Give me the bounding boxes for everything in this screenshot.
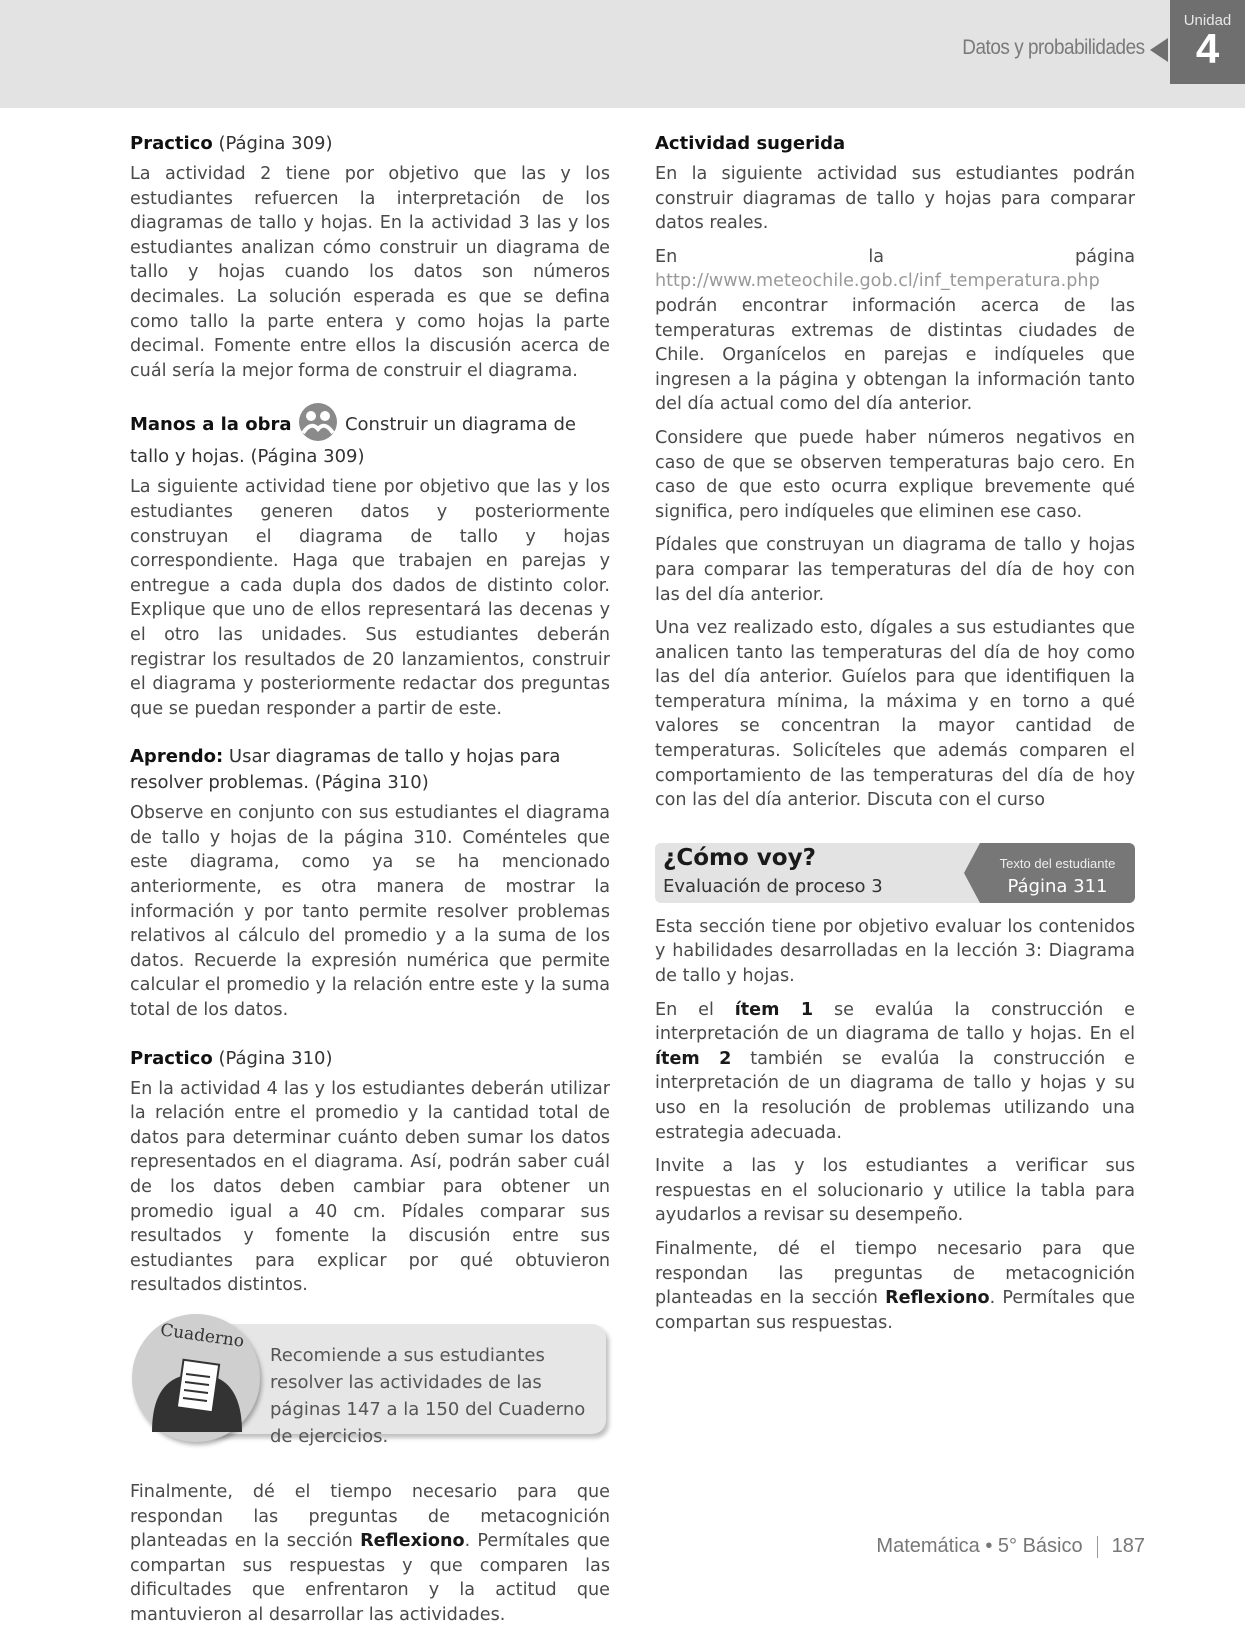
notebook-icon (152, 1354, 242, 1432)
page-header (0, 0, 1245, 108)
paragraph: Esta sección tiene por objetivo evaluar los contenidos y habilidades desarrolladas en la lección 3: Diagrama de tallo y hojas. (655, 916, 1135, 987)
header-arrow-icon (1150, 38, 1168, 62)
meteochile-link[interactable]: http://www.meteochile.gob.cl/inf_temperatura.php (655, 271, 1100, 292)
header-title: Datos y probabilidades (962, 36, 1145, 59)
paragraph: En la siguiente actividad sus estudiantes podrán construir diagramas de tallo y hojas para comparar datos reales. (655, 164, 1135, 234)
footer-subject: Matemática • 5° Básico (876, 1535, 1083, 1557)
section-page-ref: (Página 309) (218, 133, 333, 154)
text-span: En la página (655, 246, 1135, 267)
como-voy-subtitle: Evaluación de proceso 3 (663, 875, 883, 897)
student-text-tab (980, 843, 1135, 903)
right-column (655, 131, 1135, 1344)
section-page-ref: (Página 310) (218, 1047, 333, 1069)
section-manos-a-la-obra (130, 406, 610, 470)
paragraph: La actividad 2 tiene por objetivo que las y los estudiantes refuercen la interpretación de los diagramas de tallo y hojas. En la actividad 3 las y los estudiantes analizan cómo construir un diagrama de tallo y hojas cuando los datos son números decimales. La solución esperada es que se defina como tallo la parte entera y como hojas la parte decimal. Fomente entre ellos la discusión acerca de cuál sería la mejor forma de construir el diagrama. (130, 164, 610, 381)
cuaderno-callout (130, 1314, 610, 1454)
final-paragraph (655, 1237, 1135, 1335)
paragraph: Una vez realizado esto, dígales a sus estudiantes que analicen tanto las temperaturas del día de hoy como las del día anterior. Guíelos para que identifiquen la temperatura mínima, la máxima y en torno a qué valores se concentran la mayor cantidad de temperaturas. Solicíteles que además comparen el comportamiento de las temperaturas del día de hoy con las del día anterior. Discuta con el curso (655, 618, 1135, 811)
section-subtitle: Construir un diagrama de tallo y hojas. (Página 309) (130, 414, 576, 468)
text-span: . Permítales que compartan sus respuestas. (655, 1288, 1135, 1333)
section-aprendo (130, 744, 610, 796)
paragraph: Pídales que construyan un diagrama de tallo y hojas para comparar las temperaturas del día de hoy con las del día anterior. (655, 535, 1135, 605)
cuaderno-label: Cuaderno (159, 1320, 246, 1352)
left-column (130, 131, 610, 1637)
page-number: 187 (1111, 1535, 1145, 1557)
paragraph: Observe en conjunto con sus estudiantes el diagrama de tallo y hojas de la página 310. Coménteles que este diagrama, como ya se ha mencionado anteriormente, es otra manera de mostrar la información y por tanto permite resolver problemas relativos al cálculo del promedio y a la suma de los datos. Recuerde la expresión numérica que permite calcular el promedio y la relación entre este y la suma total de los datos. (130, 803, 610, 1021)
section-actividad-sugerida (655, 131, 1135, 157)
final-paragraph (130, 1480, 610, 1628)
section-subtitle: Usar diagramas de tallo y hojas para resolver problemas. (Página 310) (130, 746, 561, 794)
paragraph: La siguiente actividad tiene por objetivo que las y los estudiantes generen datos y posteriormente construyan el diagrama de tallo y hojas correspondiente. Haga que trabajen en parejas y entregue a cada dupla dos dados de distinto color. Explique que uno de ellos representará las decenas y el otro las unidades. Sus estudiantes deberán registrar los resultados de 20 lanzamientos, construir el diagrama y posteriormente redactar dos preguntas que se puedan responder a partir de este. (130, 477, 610, 719)
unit-badge (1170, 0, 1245, 84)
text-span: también se evalúa la construcción e interpretación de un diagrama de tallo y hojas y su uso en la resolución de problemas utilizando una estrategia adecuada. (655, 1048, 1135, 1143)
section-title: Practico (130, 133, 213, 154)
items-paragraph (655, 998, 1135, 1146)
paragraph: En la actividad 4 las y los estudiantes deberán utilizar la relación entre el promedio y la cantidad total de datos para determinar cuánto deben sumar los datos representados en el diagrama. Así, podrán saber cuál de los datos deben cambiar para obtener un promedio igual a 40 cm. Pídales comparar sus resultados y fomente la discusión entre sus estudiantes para explicar por qué obtuvieron resultados distintos. (130, 1078, 610, 1296)
text-span: En el (655, 999, 735, 1020)
item-1-label: ítem 1 (734, 999, 814, 1020)
text-span: Finalmente, dé el tiempo necesario para que respondan las preguntas de metacognición planteadas en la sección (655, 1238, 1135, 1309)
section-title: Manos a la obra (130, 414, 292, 436)
unit-number: 4 (1195, 25, 1220, 72)
group-work-icon (299, 403, 337, 441)
student-text-label: Texto del estudiante (999, 855, 1116, 871)
paragraph: Invite a las y los estudiantes a verificar sus respuestas en el solucionario y utilice la tabla para ayudarlos a revisar su desempeño. (655, 1156, 1135, 1226)
section-title: Aprendo: (130, 746, 224, 768)
paragraph-with-link (655, 245, 1135, 417)
cuaderno-badge (132, 1314, 260, 1442)
reflexiono-label: Reflexiono (360, 1531, 465, 1552)
reflexiono-label: Reflexiono (885, 1288, 990, 1309)
section-title: Actividad sugerida (655, 133, 846, 154)
como-voy-title: ¿Cómo voy? (663, 844, 816, 871)
footer-divider (1097, 1536, 1098, 1558)
paragraph: Considere que puede haber números negativos en caso de que se observen temperaturas bajo cero. En caso de que esto ocurra explique brevemente qué significa, pero indíqueles que eliminen ese caso. (655, 427, 1135, 522)
text-span: se evalúa la construcción e interpretación de un diagrama de tallo y hojas. En el (655, 999, 1135, 1045)
como-voy-banner (655, 843, 1135, 903)
unit-label: Unidad (1183, 12, 1232, 29)
student-text-page: Página 311 (1007, 876, 1108, 898)
item-2-label: ítem 2 (655, 1048, 732, 1069)
section-practico-310 (130, 1046, 610, 1072)
section-practico-309 (130, 131, 610, 157)
text-span: . Permítales que compartan sus respuestas y que comparen las dificultades que enfrentaron y la actitud que mantuvieron al desarrollar las actividades. (130, 1531, 610, 1625)
text-span: podrán encontrar información acerca de las temperaturas extremas de distintas ciudades de Chile. Organícelos en parejas e indíqueles que ingresen a la página y obtengan la información tanto del día actual como del día anterior. (655, 295, 1135, 415)
cuaderno-text: Recomiende a sus estudiantes resolver las actividades de las páginas 147 a la 150 del Cuaderno de ejercicios. (270, 1344, 586, 1447)
page-footer (876, 1535, 1145, 1558)
section-title: Practico (130, 1047, 213, 1069)
text-span: Finalmente, dé el tiempo necesario para que respondan las preguntas de metacognición planteadas en la sección (130, 1481, 610, 1552)
